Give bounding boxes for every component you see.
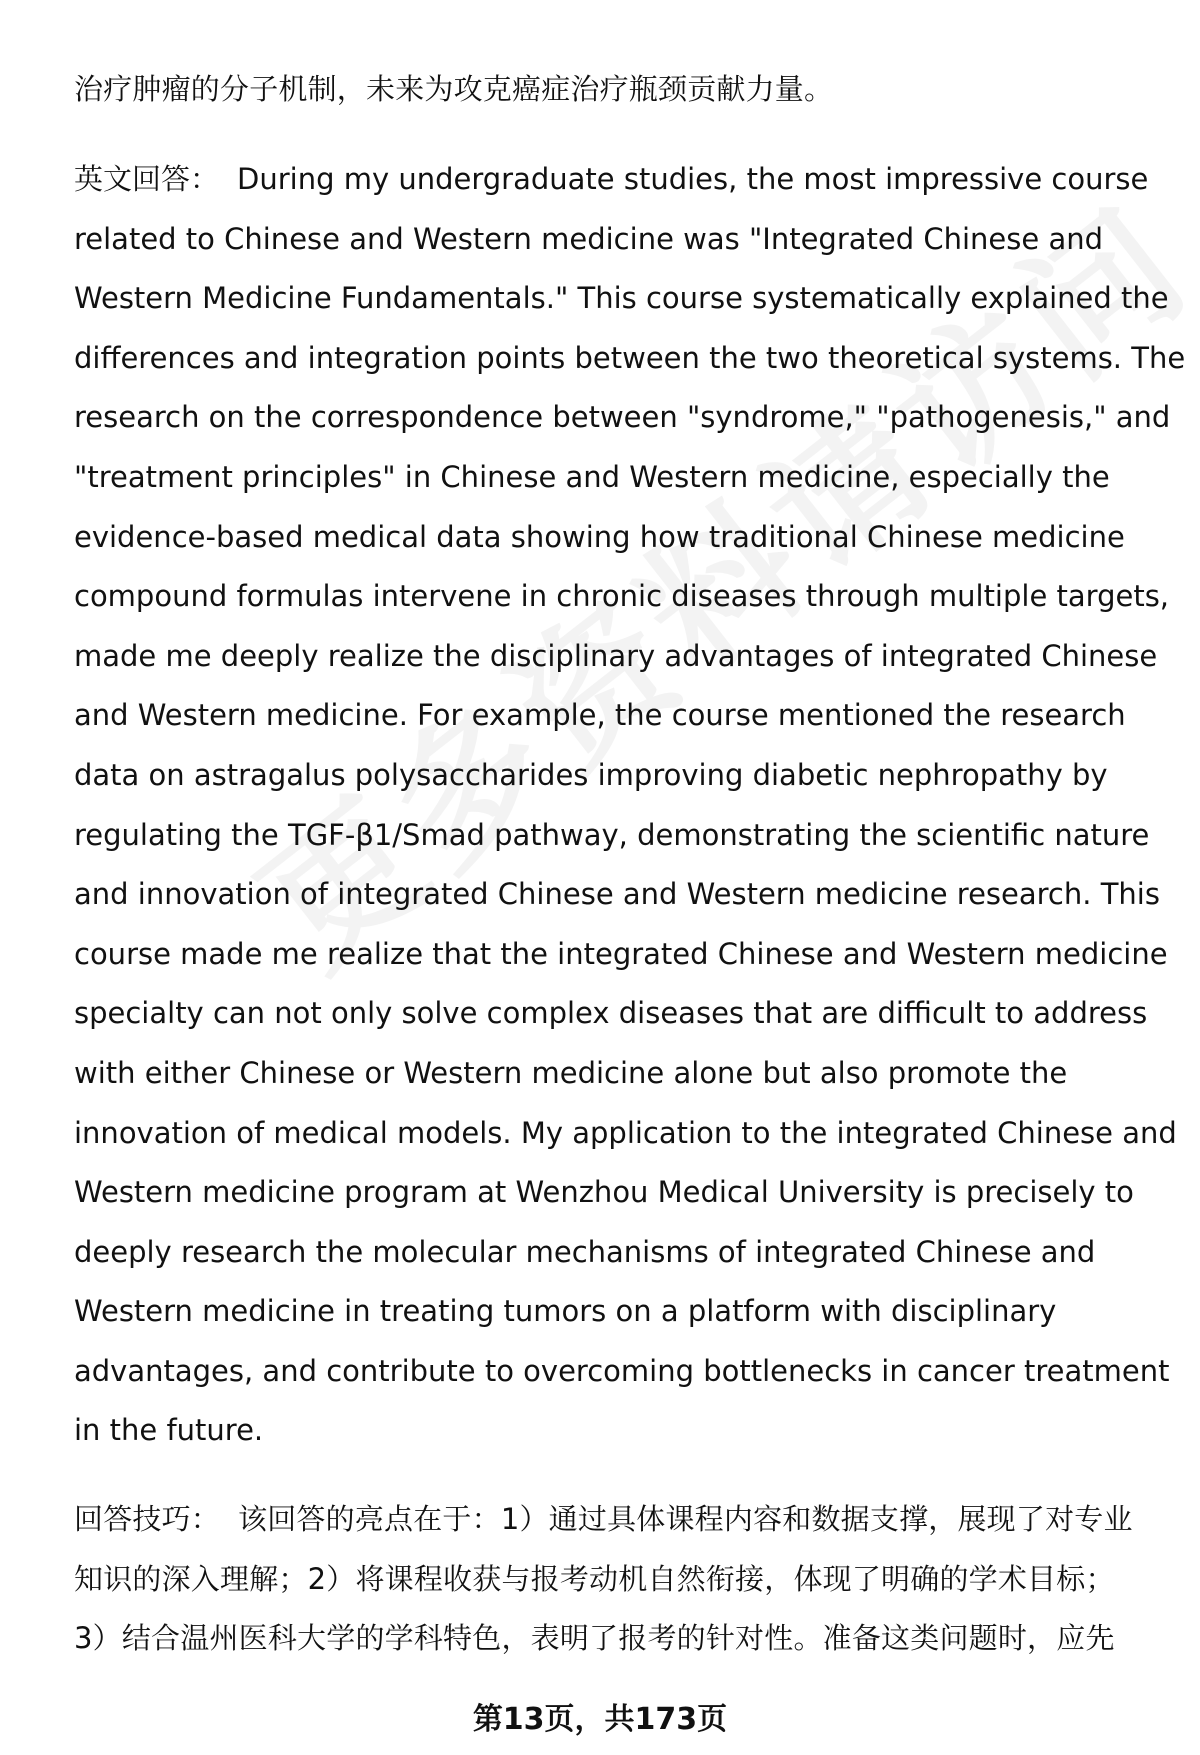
answer-tips-line-3: 3）结合温州医科大学的学科特色，表明了报考的针对性。准备这类问题时，应先 [74, 1621, 1115, 1656]
english-answer-line-21: advantages, and contribute to overcoming bottlenecks in cancer treatment [74, 1353, 1170, 1388]
english-answer-paragraph [74, 150, 1186, 1461]
answer-tips-line-2: 知识的深入理解；2）将课程收获与报考动机自然衔接，体现了明确的学术目标； [74, 1561, 1115, 1596]
english-answer-line-15: specialty can not only solve complex diseases that are difficult to address [74, 996, 1148, 1031]
english-answer-line-5: research on the correspondence between "syndrome," "pathogenesis," and [74, 400, 1171, 435]
english-answer-line-4: differences and integration points between the two theoretical systems. The [74, 340, 1186, 375]
answer-tips-line-1: 回答技巧： 该回答的亮点在于：1）通过具体课程内容和数据支撑，展现了对专业 [74, 1502, 1133, 1536]
page-number: 第13页，共173页 [472, 1702, 728, 1737]
english-answer-line-6: "treatment principles" in Chinese and Western medicine, especially the [74, 459, 1110, 494]
english-answer-line-2: related to Chinese and Western medicine was "Integrated Chinese and [74, 221, 1104, 256]
english-answer-line-22: in the future. [74, 1413, 264, 1448]
english-answer-line-19: deeply research the molecular mechanisms of integrated Chinese and [74, 1234, 1096, 1269]
english-answer-line-12: regulating the TGF-β1/Smad pathway, demonstrating the scientific nature [74, 817, 1150, 852]
english-answer-line-18: Western medicine program at Wenzhou Medical University is precisely to [74, 1175, 1134, 1210]
english-answer-line-10: and Western medicine. For example, the course mentioned the research [74, 698, 1126, 733]
english-answer-line-7: evidence-based medical data showing how traditional Chinese medicine [74, 519, 1125, 554]
english-answer-line-16: with either Chinese or Western medicine alone but also promote the [74, 1055, 1068, 1090]
english-answer-line-3: Western Medicine Fundamentals." This course systematically explained the [74, 281, 1169, 316]
english-answer-line-1: 英文回答： During my undergraduate studies, the most impressive course [74, 162, 1149, 196]
english-answer-line-14: course made me realize that the integrated Chinese and Western medicine [74, 936, 1168, 971]
english-answer-line-17: innovation of medical models. My application to the integrated Chinese and [74, 1115, 1177, 1150]
intro-paragraph [74, 60, 1164, 120]
english-answer-line-11: data on astragalus polysaccharides improving diabetic nephropathy by [74, 757, 1108, 792]
answer-tips-paragraph [74, 1490, 1164, 1669]
intro-line: 治疗肿瘤的分子机制，未来为攻克癌症治疗瓶颈贡献力量。 [74, 72, 834, 106]
english-answer-label: 英文回答： [74, 162, 220, 196]
english-answer-line-9: made me deeply realize the disciplinary advantages of integrated Chinese [74, 638, 1158, 673]
english-answer-line-8: compound formulas intervene in chronic diseases through multiple targets, [74, 579, 1170, 614]
answer-tips-label: 回答技巧： [74, 1502, 221, 1536]
english-answer-line-20: Western medicine in treating tumors on a platform with disciplinary [74, 1294, 1057, 1329]
english-answer-line-13: and innovation of integrated Chinese and Western medicine research. This [74, 877, 1160, 912]
